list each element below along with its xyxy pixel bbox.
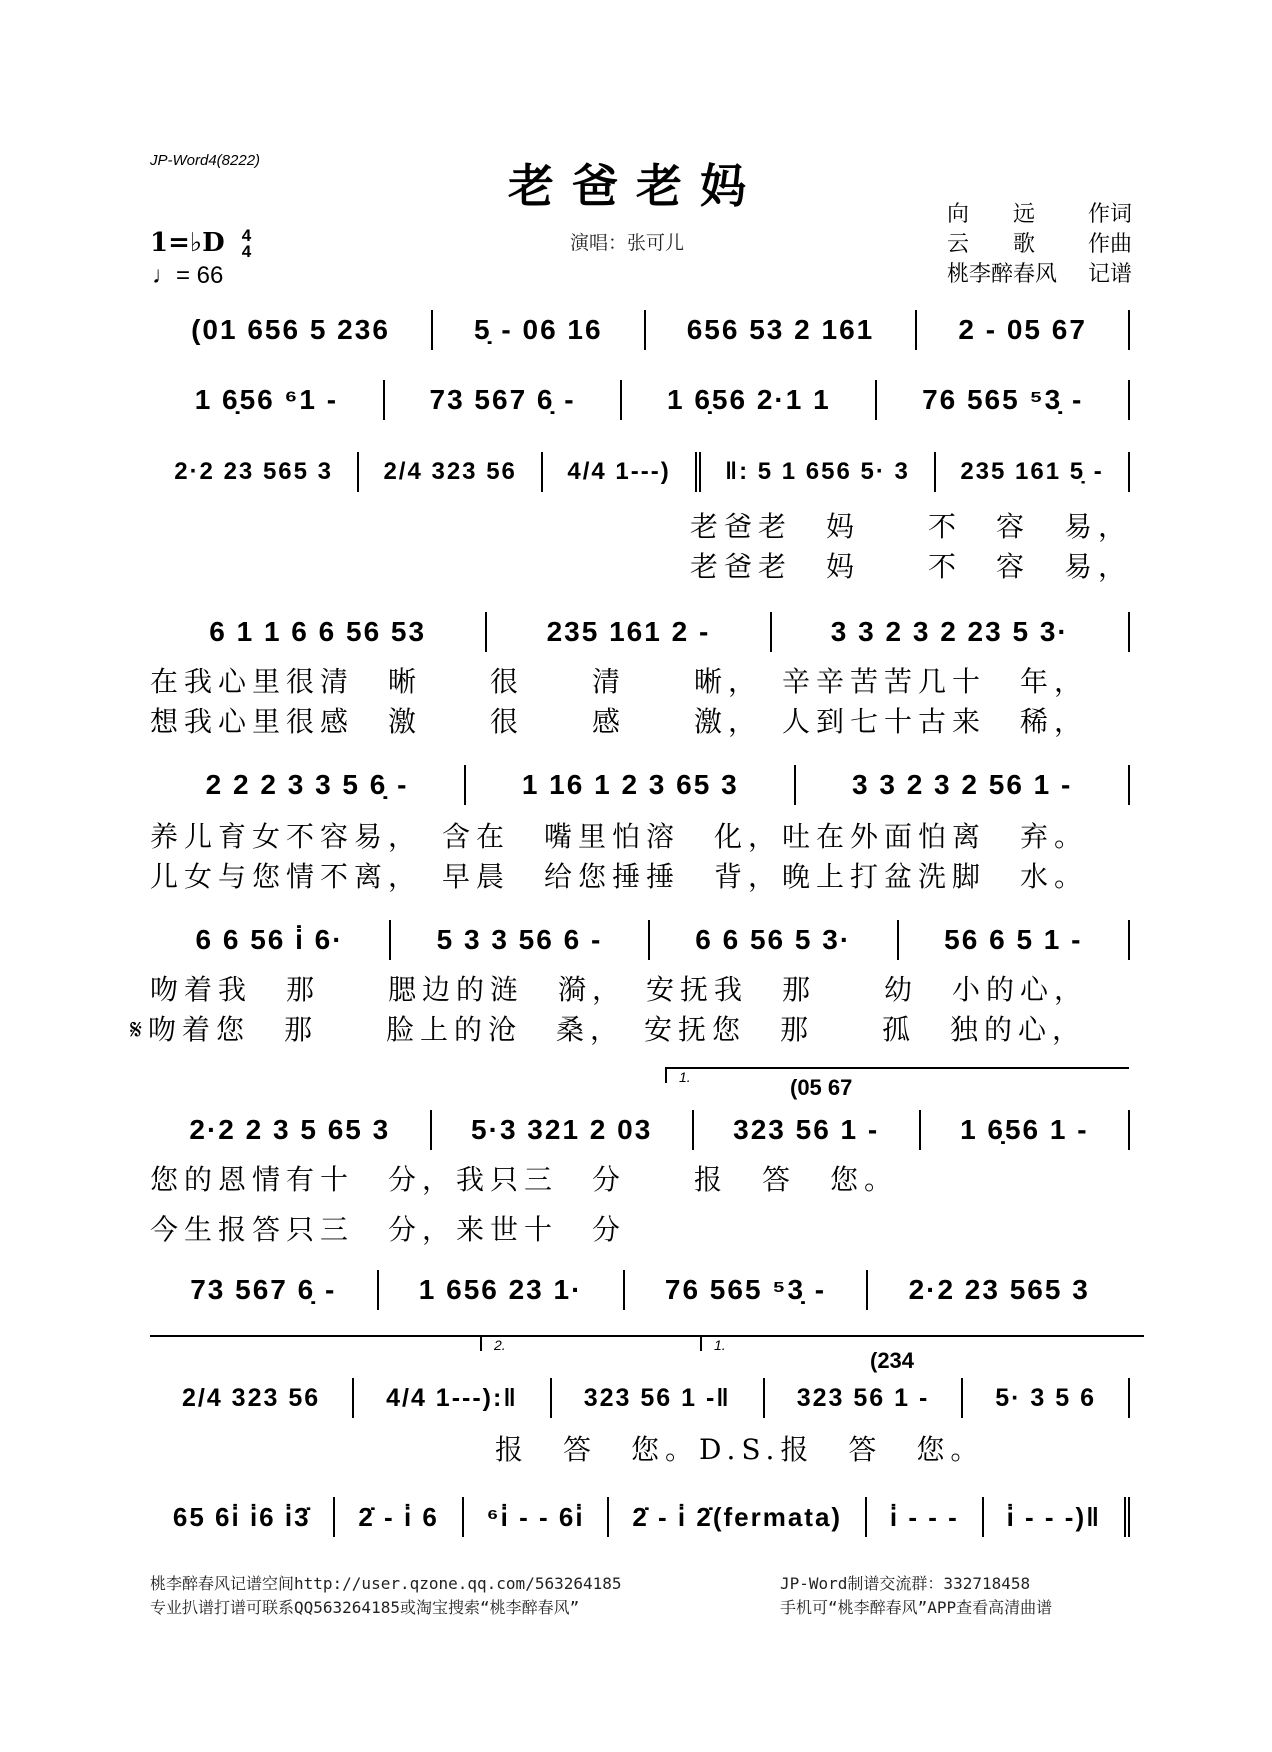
score-line-8 — [150, 1270, 1130, 1310]
measure: 656 53 2 161 — [646, 310, 918, 350]
measure: 76 565 ⁵3̣ - — [877, 380, 1130, 420]
key-label: 1=♭D — [150, 228, 225, 258]
lyric-line: 𝄋吻着您 那 脸上的沧 桑， 安抚您 那 孤 独的心， — [130, 1013, 1087, 1046]
score-line-1 — [150, 310, 1130, 350]
score-line-5 — [150, 765, 1130, 805]
measure: 2/4 323 56 — [359, 452, 543, 492]
key-signature — [150, 228, 251, 260]
measure: 323 56 1 -‖ — [552, 1378, 765, 1418]
measure: 5 3 3 56 6 - — [391, 920, 650, 960]
measure: 6 1 1 6 6 56 53 — [150, 612, 487, 652]
measure: 3 3 2 3 2 23 5 3· — [772, 612, 1130, 652]
score-line-4 — [150, 612, 1130, 652]
measure: 1 6̣56 1 - — [921, 1110, 1130, 1150]
transcriber-name: 桃李醉春风 — [947, 262, 1058, 287]
measure: 2̇ - i̇ 6 — [335, 1497, 463, 1537]
lyric-line: 老爸老 妈 不 容 易， — [690, 550, 1133, 583]
volta-bracket-2: 2. — [480, 1335, 704, 1351]
transcriber-credit — [947, 260, 1132, 290]
measure: 76 565 ⁵3̣ - — [625, 1270, 869, 1310]
measure: 73 567 6̣ - — [150, 1270, 379, 1310]
volta-bracket-1: 1. — [665, 1067, 1129, 1083]
volta-bracket-1b: 1. — [700, 1335, 1144, 1351]
score-line-7 — [150, 1110, 1130, 1150]
lyric-line: 想我心里很感 激 很 感 激， 人到七十古来 稀， — [150, 705, 1089, 738]
tempo-marking: ♩= 66 — [152, 262, 224, 289]
measure: 3 3 2 3 2 56 1 - — [796, 765, 1130, 805]
lyric-line: 今生报答只三 分，来世十 分 — [150, 1213, 627, 1246]
time-signature — [242, 228, 251, 260]
transcriber-role: 记谱 — [1087, 262, 1132, 287]
footer-left — [150, 1572, 622, 1620]
time-sig-bottom: 4 — [241, 242, 252, 261]
measure: 56 6 5 1 - — [899, 920, 1130, 960]
footer-right — [780, 1572, 1052, 1620]
measure: 2·2 23 565 3 — [908, 1274, 1090, 1305]
measure: 2 - 05 67 — [917, 310, 1130, 350]
footer-text: JP-Word制谱交流群：332718458 — [780, 1574, 1031, 1593]
footer-text: 专业扒谱打谱可联系QQ563264185或淘宝搜索“桃李醉春风” — [150, 1598, 580, 1617]
composer-name: 云 歌 — [947, 232, 1036, 257]
measure: 2/4 323 56 — [150, 1378, 354, 1418]
measure: 323 56 1 - — [694, 1110, 921, 1150]
lyric-line: 儿女与您情不离， 早晨 给您捶捶 背，晚上打盆洗脚 水。 — [150, 860, 1089, 893]
lyric-line: 老爸老 妈 不 容 易， — [690, 510, 1133, 543]
measure: 1 6̣56 ⁶1 - — [150, 380, 385, 420]
score-line-10 — [150, 1497, 1130, 1537]
lyricist-credit — [947, 200, 1132, 230]
measure: 4/4 1---) — [543, 452, 701, 492]
measure: 73 567 6̣ - — [385, 380, 623, 420]
measure: 2·2 2 3 5 65 3 — [150, 1110, 432, 1150]
lyricist-name: 向 远 — [947, 202, 1036, 227]
measure: 5· 3 5 6 — [963, 1378, 1130, 1418]
measure: 235 161 2 - — [487, 612, 771, 652]
measure: 2̇ - i̇ 2̇(fermata) — [609, 1497, 867, 1537]
measure: 6 6 56 i̇ 6· — [150, 920, 391, 960]
measure: 2 2 2 3 3 5 6̣ - — [150, 765, 466, 805]
score-line-9 — [150, 1378, 1130, 1418]
song-title: 老爸老妈 — [508, 159, 764, 213]
composer-credit — [947, 230, 1132, 260]
measure: i̇ - - -)‖ — [984, 1497, 1130, 1537]
measure: 2·2 23 565 3 — [150, 452, 359, 492]
measure: ⁶i̇ - - 6i̇ — [464, 1497, 610, 1537]
composer-role: 作曲 — [1087, 232, 1132, 257]
score-line-6 — [150, 920, 1130, 960]
score-line-3 — [150, 452, 1130, 492]
measure: 65 6i̇ i̇6 i̇3̇ — [150, 1497, 335, 1537]
measure: 1 656 23 1· — [379, 1270, 625, 1310]
measure: 1 16 1 2 3 65 3 — [466, 765, 796, 805]
volta-continuation — [150, 1335, 480, 1337]
measure: 235 161 5̣ - — [936, 452, 1130, 492]
credits — [947, 200, 1132, 290]
measure: 323 56 1 - — [765, 1378, 964, 1418]
measure: 6 6 56 5 3· — [650, 920, 899, 960]
lyricist-role: 作词 — [1087, 202, 1132, 227]
lyric-line: 在我心里很清 晰 很 清 晰， 辛辛苦苦几十 年， — [150, 665, 1089, 698]
measure: i̇ - - - — [867, 1497, 984, 1537]
software-label: JP-Word4(8222) — [150, 152, 261, 169]
singer-label: 演唱：张可儿 — [570, 232, 685, 254]
lyric-line: 吻着我 那 腮边的涟 漪， 安抚我 那 幼 小的心， — [150, 973, 1089, 1006]
footer-text: 手机可“桃李醉春风”APP查看高清曲谱 — [780, 1598, 1053, 1617]
lyric-line: 您的恩情有十 分，我只三 分 报 答 您。 — [150, 1163, 899, 1196]
measure: ‖: 5 1 656 5· 3 — [701, 452, 936, 492]
pickup-notes: (234 — [870, 1348, 915, 1373]
measure: (01 656 5 236 — [150, 310, 433, 350]
measure: 5·3 321 2 03 — [432, 1110, 694, 1150]
measure: 4/4 1---):‖ — [354, 1378, 552, 1418]
score-line-2 — [150, 380, 1130, 420]
measure: 5̣ - 06 16 — [433, 310, 646, 350]
time-sig-top: 4 — [241, 226, 252, 245]
measure: 1 6̣56 2·1 1 — [622, 380, 877, 420]
footer-text: 桃李醉春风记谱空间http://user.qzone.qq.com/563264185 — [150, 1574, 622, 1593]
lyric-line: 养儿育女不容易， 含在 嘴里怕溶 化，吐在外面怕离 弃。 — [150, 820, 1089, 853]
pickup-notes: (05 67 — [790, 1075, 853, 1100]
lyric-line: 报 答 您。D.S.报 答 您。 — [495, 1433, 985, 1466]
